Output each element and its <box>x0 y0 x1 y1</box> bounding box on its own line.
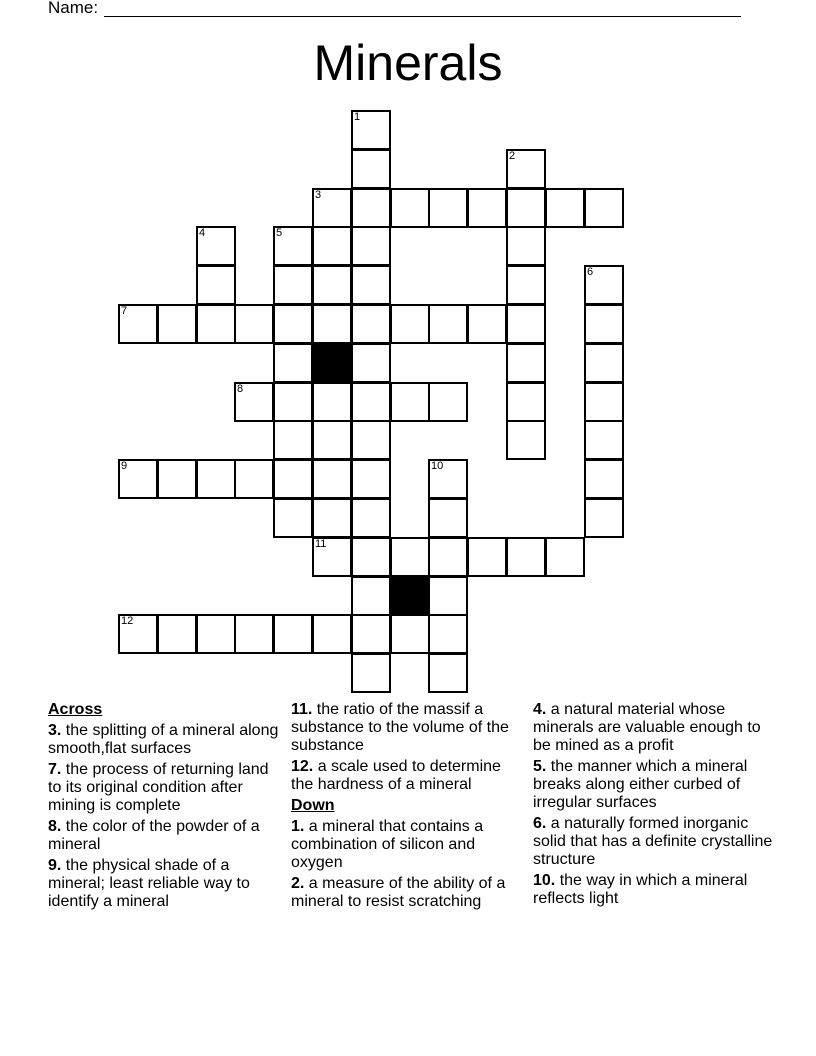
crossword-cell[interactable] <box>428 188 468 228</box>
crossword-cell[interactable] <box>196 459 236 499</box>
crossword-cell[interactable] <box>584 304 624 344</box>
crossword-cell-10[interactable] <box>428 459 468 499</box>
crossword-cell[interactable] <box>351 149 391 189</box>
clue-text: the color of the powder of a mineral <box>48 818 260 853</box>
clue-number-label: 7 <box>121 305 128 317</box>
crossword-cell[interactable] <box>351 459 391 499</box>
clue-across-3 <box>48 722 284 758</box>
crossword-cell[interactable] <box>506 265 546 305</box>
clue-down-4 <box>533 701 773 755</box>
crossword-cell[interactable] <box>428 653 468 693</box>
crossword-cell[interactable] <box>390 188 430 228</box>
clue-text: the splitting of a mineral along smooth,flat surfaces <box>48 722 279 757</box>
crossword-cell[interactable] <box>312 304 352 344</box>
clue-text: a natural material whose minerals are valuable enough to be mined as a profit <box>533 701 761 754</box>
clue-number-label: 4 <box>199 227 206 239</box>
crossword-cell[interactable] <box>428 304 468 344</box>
clue-number: 10. <box>533 872 556 889</box>
clue-number-label: 8 <box>237 383 244 395</box>
crossword-cell-12[interactable] <box>118 614 158 654</box>
crossword-cell[interactable] <box>157 304 197 344</box>
crossword-cell[interactable] <box>312 498 352 538</box>
crossword-cell[interactable] <box>506 537 546 577</box>
clue-down-5 <box>533 758 773 812</box>
crossword-cell[interactable] <box>390 382 430 422</box>
crossword-cell[interactable] <box>584 382 624 422</box>
clue-number-label: 9 <box>121 460 128 472</box>
crossword-cell[interactable] <box>196 614 236 654</box>
crossword-cell-7[interactable] <box>118 304 158 344</box>
crossword-cell[interactable] <box>312 226 352 266</box>
crossword-cell[interactable] <box>157 614 197 654</box>
crossword-cell[interactable] <box>428 614 468 654</box>
clue-number: 5. <box>533 758 547 775</box>
crossword-cell[interactable] <box>351 382 391 422</box>
clue-down-10 <box>533 872 773 908</box>
clue-text: a naturally formed inorganic solid that has a definite crystalline structure <box>533 815 773 868</box>
clues-column-1 <box>48 701 284 914</box>
clue-text: the manner which a mineral breaks along either curbed of irregular surfaces <box>533 758 748 811</box>
clue-number: 1. <box>291 818 305 835</box>
clue-number: 3. <box>48 722 62 739</box>
crossword-cell[interactable] <box>273 265 313 305</box>
crossword-cell[interactable] <box>545 188 585 228</box>
crossword-cell[interactable] <box>234 614 274 654</box>
crossword-cell[interactable] <box>584 188 624 228</box>
crossword-cell[interactable] <box>234 459 274 499</box>
crossword-cell[interactable] <box>312 420 352 460</box>
crossword-cell[interactable] <box>351 537 391 577</box>
clue-text: a measure of the ability of a mineral to resist scratching <box>291 875 506 910</box>
crossword-cell[interactable] <box>467 188 507 228</box>
clue-number-label: 6 <box>587 266 594 278</box>
crossword-cell[interactable] <box>390 537 430 577</box>
clue-number: 6. <box>533 815 547 832</box>
clue-number: 12. <box>291 758 314 775</box>
crossword-cell[interactable] <box>273 459 313 499</box>
clue-down-2 <box>291 875 527 911</box>
crossword-cell[interactable] <box>506 188 546 228</box>
blocked-cell <box>312 343 352 383</box>
crossword-cell[interactable] <box>506 343 546 383</box>
crossword-cell[interactable] <box>390 614 430 654</box>
crossword-cell[interactable] <box>428 576 468 616</box>
crossword-cell[interactable] <box>234 304 274 344</box>
clue-across-11 <box>291 701 527 755</box>
crossword-cell[interactable] <box>428 498 468 538</box>
clue-number-label: 1 <box>354 111 361 123</box>
clue-number-label: 2 <box>509 150 516 162</box>
clue-across-8 <box>48 818 284 854</box>
crossword-cell[interactable] <box>196 304 236 344</box>
clue-number: 7. <box>48 761 62 778</box>
crossword-cell[interactable] <box>351 614 391 654</box>
crossword-cell[interactable] <box>273 614 313 654</box>
clue-across-7 <box>48 761 284 815</box>
crossword-cell[interactable] <box>351 498 391 538</box>
crossword-cell[interactable] <box>273 420 313 460</box>
clue-number-label: 11 <box>315 538 327 550</box>
crossword-cell-8[interactable] <box>234 382 274 422</box>
crossword-cell[interactable] <box>351 226 391 266</box>
crossword-cell[interactable] <box>506 304 546 344</box>
clue-across-12 <box>291 758 527 794</box>
crossword-cell[interactable] <box>467 304 507 344</box>
crossword-cell-2[interactable] <box>506 149 546 189</box>
crossword-cell[interactable] <box>273 304 313 344</box>
name-label: Name: <box>48 0 99 17</box>
clue-text: the way in which a mineral reflects light <box>533 872 748 907</box>
crossword-cell[interactable] <box>312 614 352 654</box>
clue-down-1 <box>291 818 527 872</box>
clue-number-label: 3 <box>315 189 322 201</box>
crossword-cell[interactable] <box>196 265 236 305</box>
crossword-cell[interactable] <box>351 304 391 344</box>
crossword-cell[interactable] <box>351 188 391 228</box>
across-heading: Across <box>48 701 103 718</box>
clue-down-6 <box>533 815 773 869</box>
down-heading: Down <box>291 797 335 814</box>
crossword-cell[interactable] <box>273 382 313 422</box>
crossword-cell[interactable] <box>273 343 313 383</box>
crossword-cell[interactable] <box>351 653 391 693</box>
crossword-cell-5[interactable] <box>273 226 313 266</box>
clue-text: the process of returning land to its original condition after mining is complete <box>48 761 269 814</box>
crossword-cell[interactable] <box>351 420 391 460</box>
crossword-cell[interactable] <box>584 459 624 499</box>
clue-number: 4. <box>533 701 547 718</box>
crossword-cell[interactable] <box>273 498 313 538</box>
clue-number: 9. <box>48 857 62 874</box>
blocked-cell <box>390 576 430 616</box>
crossword-cell[interactable] <box>312 265 352 305</box>
crossword-cell-9[interactable] <box>118 459 158 499</box>
crossword-cell[interactable] <box>428 382 468 422</box>
crossword-cell[interactable] <box>506 382 546 422</box>
clue-number-label: 10 <box>431 460 444 472</box>
crossword-cell[interactable] <box>584 420 624 460</box>
crossword-cell[interactable] <box>351 576 391 616</box>
page-title: Minerals <box>313 35 503 91</box>
crossword-cell[interactable] <box>584 343 624 383</box>
crossword-cell[interactable] <box>584 498 624 538</box>
clue-number: 8. <box>48 818 62 835</box>
crossword-cell[interactable] <box>312 459 352 499</box>
crossword-cell[interactable] <box>506 420 546 460</box>
clues-column-2 <box>291 701 527 914</box>
clue-across-9 <box>48 857 284 911</box>
clue-number: 2. <box>291 875 305 892</box>
crossword-cell-6[interactable] <box>584 265 624 305</box>
crossword-cell[interactable] <box>351 265 391 305</box>
crossword-cell[interactable] <box>428 537 468 577</box>
clue-number-label: 5 <box>276 227 283 239</box>
crossword-cell-4[interactable] <box>196 226 236 266</box>
clues-column-3 <box>533 701 773 911</box>
clue-text: the ratio of the massif a substance to the volume of the substance <box>291 701 509 754</box>
crossword-cell[interactable] <box>467 537 507 577</box>
crossword-cell[interactable] <box>545 537 585 577</box>
clue-number-label: 12 <box>121 615 134 627</box>
clue-text: a scale used to determine the hardness of a mineral <box>291 758 501 793</box>
crossword-cell[interactable] <box>506 226 546 266</box>
crossword-cell[interactable] <box>390 304 430 344</box>
clue-number: 11. <box>291 701 313 718</box>
clue-text: the physical shade of a mineral; least reliable way to identify a mineral <box>48 857 250 910</box>
clue-text: a mineral that contains a combination of silicon and oxygen <box>291 818 484 871</box>
crossword-cell-3[interactable] <box>312 188 352 228</box>
crossword-cell[interactable] <box>312 382 352 422</box>
crossword-cell[interactable] <box>157 459 197 499</box>
crossword-cell-11[interactable] <box>312 537 352 577</box>
crossword-cell-1[interactable] <box>351 110 391 150</box>
crossword-cell[interactable] <box>351 343 391 383</box>
